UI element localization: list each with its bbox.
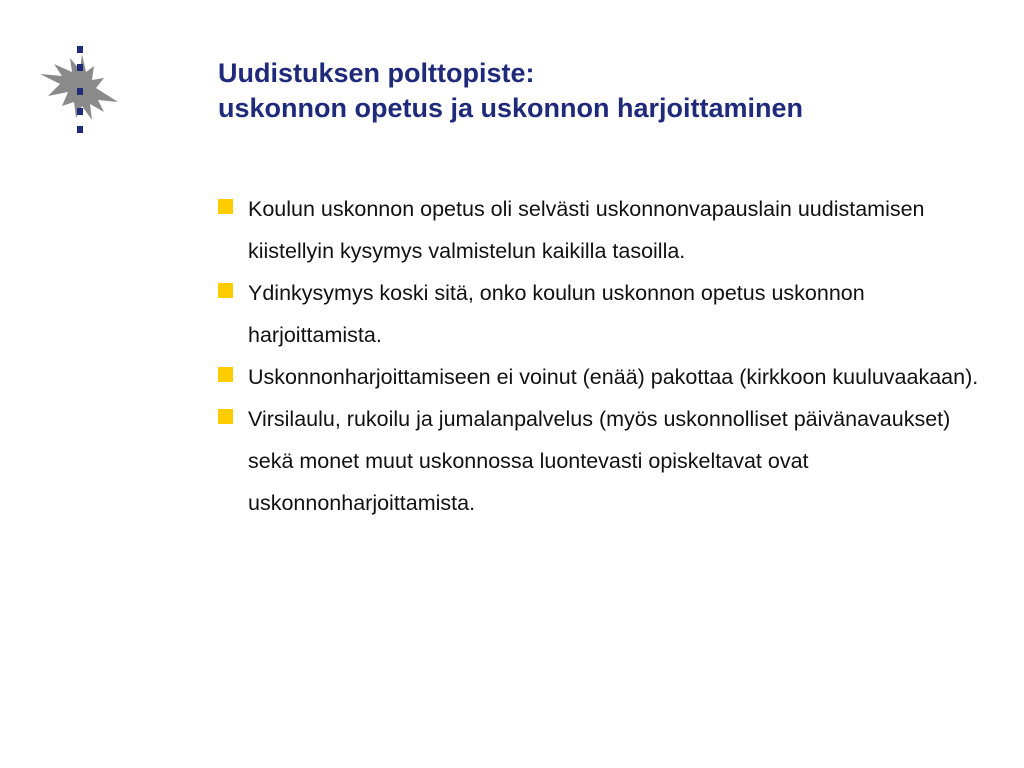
bullet-text: Virsilaulu, rukoilu ja jumalanpalvelus (myös uskonnolliset päivänavaukset) sekä monet muut uskonnossa luontevasti opiskeltavat ovat uskonnonharjoittamista.: [248, 407, 951, 515]
bullet-item: [218, 272, 998, 356]
bullet-text: Koulun uskonnon opetus oli selvästi uskonnonvapauslain uudistamisen kiistellyin kysymys valmistelun kaikilla tasoilla.: [248, 197, 925, 263]
bullet-text: Uskonnonharjoittamiseen ei voinut (enää) pakottaa (kirkkoon kuuluvaakaan).: [248, 365, 979, 389]
slide-title-line-2: uskonnon opetus ja uskonnon harjoittaminen: [218, 93, 804, 123]
slide-title-line-1: Uudistuksen polttopiste:: [218, 58, 535, 88]
bullet-item: [218, 398, 998, 524]
bullet-item: [218, 188, 998, 272]
slide-title: [218, 56, 998, 126]
bullet-square-icon: [218, 409, 233, 424]
bullet-text: Ydinkysymys koski sitä, onko koulun uskonnon opetus uskonnon harjoittamista.: [248, 281, 865, 347]
bullet-square-icon: [218, 283, 233, 298]
bullet-square-icon: [218, 367, 233, 382]
bullet-square-icon: [218, 199, 233, 214]
bullet-item: [218, 356, 998, 398]
flame-logo-icon: [34, 44, 126, 140]
bullet-list: [218, 188, 998, 524]
